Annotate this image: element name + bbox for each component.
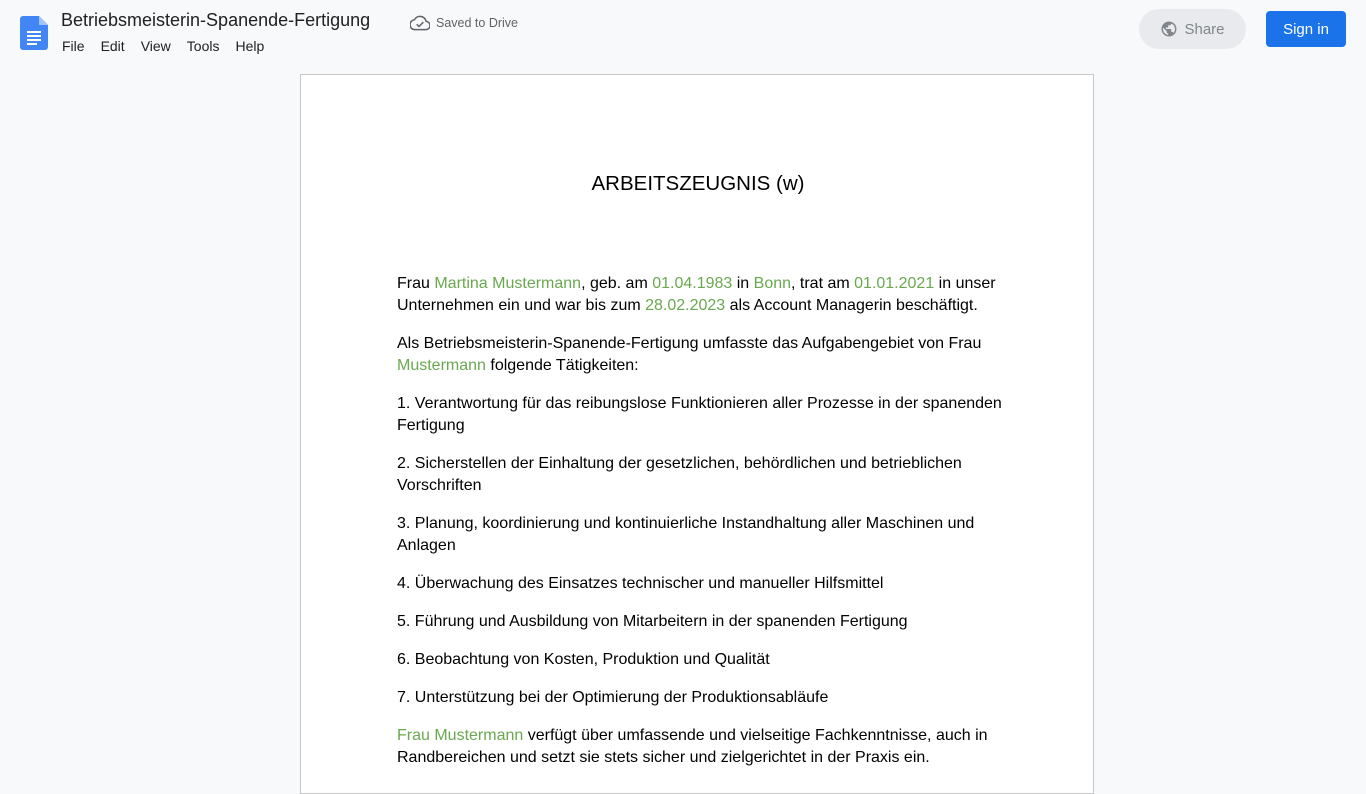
- skills-paragraph: [397, 725, 1017, 769]
- document-page: [300, 74, 1094, 794]
- cloud-done-icon: [410, 15, 430, 31]
- text-run: , geb. am: [581, 275, 653, 292]
- text-run: in: [732, 275, 754, 292]
- text-run: verfügt über umfassende und vielseitige Fachkenntnisse, auch in Randbereichen und setzt sie stets sicher und zielgerichtet in der Praxis ein.: [397, 727, 988, 766]
- task-item: 7. Unterstützung bei der Optimierung der Produktionsabläufe: [397, 689, 829, 706]
- menu-help[interactable]: Help: [235, 38, 265, 54]
- birth-city: Bonn: [753, 275, 792, 292]
- document-heading: ARBEITSZEUGNIS (w): [591, 172, 805, 195]
- task-item: 4. Überwachung des Einsatzes technischer und manueller Hilfsmittel: [397, 575, 884, 592]
- task-item: 6. Beobachtung von Kosten, Produktion und Qualität: [397, 651, 770, 668]
- employee-reference: Frau Mustermann: [397, 727, 524, 744]
- document-body: [397, 273, 1017, 785]
- task-item: 5. Führung und Ausbildung von Mitarbeitern in der spanenden Fertigung: [397, 613, 908, 630]
- text-run: folgende Tätigkeiten:: [485, 357, 639, 374]
- task-item: 1. Verantwortung für das reibungslose Funktionieren aller Prozesse in der spanenden Fertigung: [397, 395, 1002, 434]
- share-button[interactable]: [1139, 9, 1246, 49]
- google-docs-icon[interactable]: [20, 16, 48, 50]
- task-item: 2. Sicherstellen der Einhaltung der gesetzlichen, behördlichen und betrieblichen Vorschriften: [397, 455, 962, 494]
- end-date: 28.02.2023: [645, 297, 726, 314]
- sign-in-button[interactable]: Sign in: [1266, 11, 1346, 47]
- start-date: 01.01.2021: [854, 275, 935, 292]
- saved-status[interactable]: [410, 14, 518, 32]
- top-bar: [0, 0, 1366, 64]
- duties-intro-paragraph: [397, 333, 1017, 377]
- task-item: 3. Planung, koordinierung und kontinuierliche Instandhaltung aller Maschinen und Anlagen: [397, 515, 975, 554]
- menu-view[interactable]: View: [140, 38, 171, 54]
- menu-tools[interactable]: Tools: [186, 38, 220, 54]
- birth-date: 01.04.1983: [652, 275, 733, 292]
- text-run: in unser Unternehmen ein und war bis zum: [397, 275, 996, 314]
- employee-name: Martina Mustermann: [434, 275, 582, 292]
- share-label: Share: [1184, 20, 1225, 38]
- menu-bar: [54, 36, 272, 58]
- saved-status-label: Saved to Drive: [436, 16, 518, 30]
- menu-file[interactable]: File: [62, 38, 85, 54]
- text-run: Frau: [397, 275, 435, 292]
- text-run: Als Betriebsmeisterin-Spanende-Fertigung umfasste das Aufgabengebiet von Frau: [397, 335, 982, 352]
- text-run: als Account Managerin beschäftigt.: [725, 297, 978, 314]
- employee-surname: Mustermann: [397, 357, 486, 374]
- document-title[interactable]: Betriebsmeisterin-Spanende-Fertigung: [61, 10, 371, 30]
- text-run: , trat am: [791, 275, 855, 292]
- intro-paragraph: [397, 273, 1017, 317]
- menu-edit[interactable]: Edit: [100, 38, 125, 54]
- globe-icon: [1160, 20, 1178, 38]
